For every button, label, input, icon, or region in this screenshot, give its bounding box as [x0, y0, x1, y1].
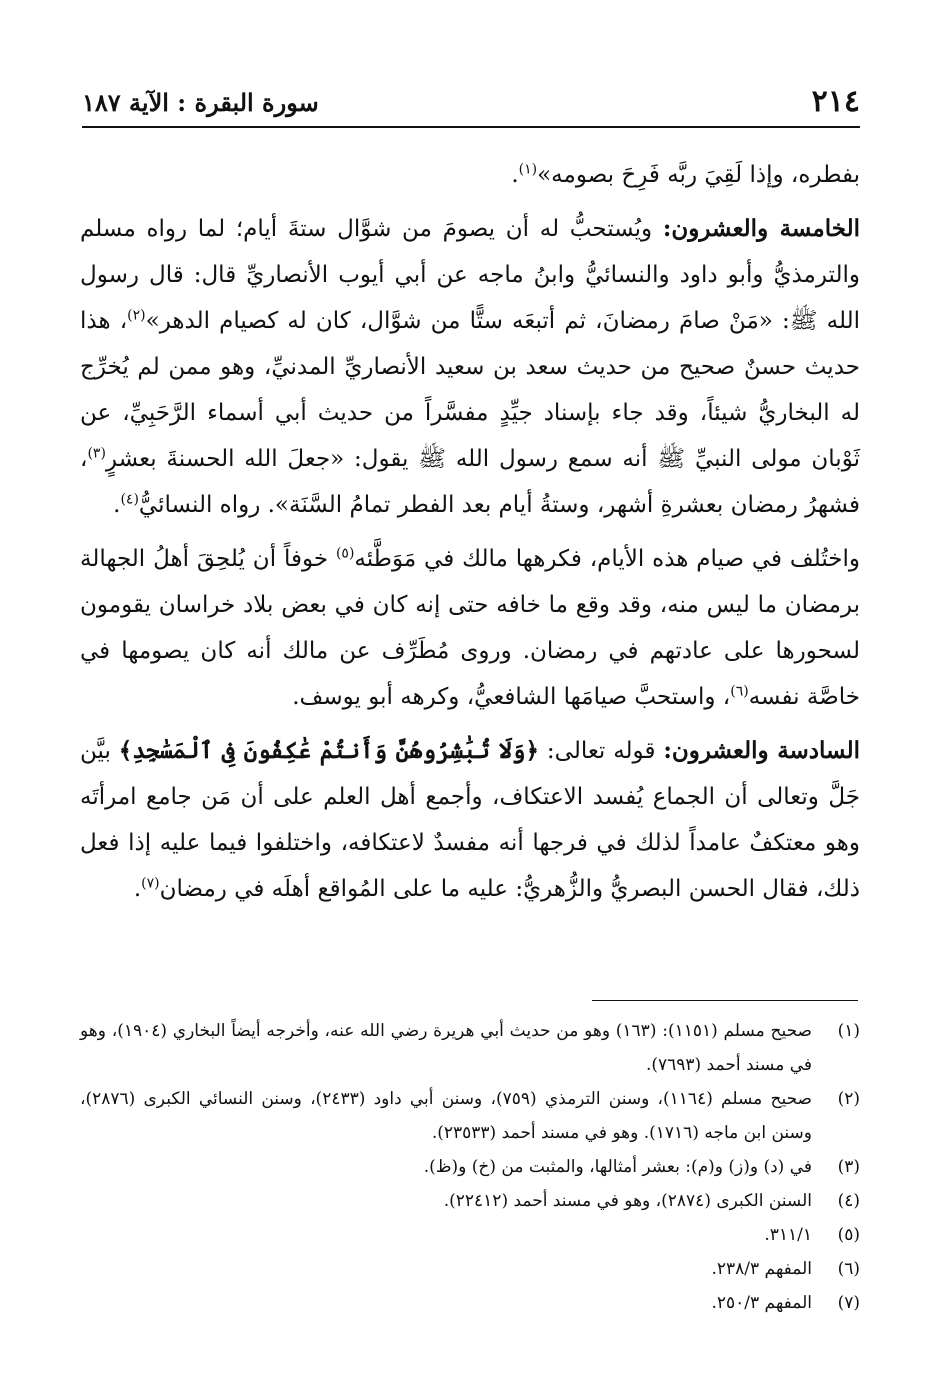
footnote: [80, 1286, 860, 1320]
footnote: [80, 1014, 860, 1082]
footnote-number: (٥): [837, 1225, 860, 1245]
section-heading: السادسة والعشرون:: [663, 737, 860, 764]
footnote-number: (٣): [837, 1157, 860, 1177]
footnote: [80, 1184, 860, 1218]
section-heading: الخامسة والعشرون:: [662, 215, 860, 242]
paragraph-text: ، فشهرُ رمضان بعشرةِ أشهر، وستةُ أيام بعد الفطر تمامُ السَّنَة». رواه النسائيُّ: [80, 446, 860, 518]
paragraph-text: ، واستحبَّ صيامَها الشافعيُّ، وكرهه أبو يوسف.: [292, 684, 731, 710]
footnote-text: صحيح مسلم (١١٦٤)، وسنن الترمذي (٧٥٩)، وسنن أبي داود (٢٤٣٣)، وسنن النسائي الكبرى (٢٨٧٦)، وسنن ابن ماجه (١٧١٦). وهو في مسند أحمد (٢٣٥٣٣).: [80, 1089, 812, 1143]
paragraph-3: [80, 536, 860, 720]
footnote-text: السنن الكبرى (٢٨٧٤)، وهو في مسند أحمد (٢٢٤١٢).: [443, 1191, 812, 1211]
page-header: [82, 80, 860, 128]
footnote: [80, 1082, 860, 1150]
footnote: [80, 1252, 860, 1286]
footnote-separator: [592, 1000, 858, 1001]
paragraph-text: .: [133, 876, 142, 902]
paragraph-2: [80, 206, 860, 528]
paragraph-text: خوفاً أن يُلحِقَ أهلُ الجهالة برمضان ما ليس منه، وقد وقع ما خافه حتى إنه كان في بعض بلاد خراسان يقومون لسحورها على عادتهم في رمضان. وروى مُطَرِّف عن مالك أنه كان يصومها في خاصَّة نفسه: [80, 546, 860, 710]
footnote-text: المفهم ٢٥٠/٣.: [711, 1293, 812, 1313]
paragraph-4: [80, 728, 860, 912]
footnote-ref: (٧): [141, 875, 160, 892]
footnote-text: المفهم ٢٣٨/٣.: [711, 1259, 812, 1279]
footnote-ref: (٢): [127, 307, 146, 324]
page-number: ٢١٤: [811, 84, 860, 119]
footnote-number: (٢): [837, 1089, 860, 1109]
footnote-ref: (٥): [335, 545, 355, 562]
paragraph-text: .: [113, 492, 121, 518]
footnote-ref: (٤): [120, 491, 139, 508]
footnote-ref: (٦): [730, 683, 749, 700]
footnote-number: (٧): [837, 1293, 860, 1313]
footnote: [80, 1150, 860, 1184]
quran-verse: ﴿وَلَا تُبَٰشِرُوهُنَّ وَأَنتُمْ عَٰكِفُونَ فِى ٱلْمَسَٰجِدِ﴾: [118, 737, 540, 764]
paragraph-text: ويُستحبُّ له أن يصومَ من شوَّال ستةَ أيام؛ لما رواه مسلم والترمذيُّ وأبو داود والنسائيُّ وابنُ ماجه عن أبي أيوب الأنصاريِّ قال: قال رسول الله ﷺ: «مَنْ صامَ رمضانَ، ثم أتبعَه ستًّا من شوَّال، كان له كصيام الدهر»: [80, 216, 860, 334]
footnote-ref: (١): [518, 161, 538, 178]
paragraph-text: واختُلف في صيام هذه الأيام، فكرهها مالك في مَوَطَّئه: [354, 546, 860, 572]
footnote: [80, 1218, 860, 1252]
main-text: [80, 152, 860, 920]
footnote-ref: (٣): [87, 445, 106, 462]
footnotes: [80, 1014, 860, 1320]
paragraph-text: ، هذا حديث حسنٌ صحيح من حديث سعد بن سعيد الأنصاريِّ المدنيِّ، وهو ممن لم يُخرِّج له البخاريُّ شيئاً، وقد جاء بإسناد جيِّدٍ مفسَّراً من حديث أبي أسماء الرَّحَبِيِّ، عن ثَوْبان مولى النبيِّ ﷺ أنه سمع رسول الله ﷺ يقول: «جعلَ الله الحسنةَ بعشرٍ: [80, 308, 860, 472]
footnote-number: (١): [837, 1021, 860, 1041]
paragraph-text: قوله تعالى:: [539, 738, 664, 764]
footnote-number: (٦): [837, 1259, 860, 1279]
footnote-text: ٣١١/١.: [764, 1225, 812, 1245]
paragraph-text: .: [511, 162, 519, 188]
footnote-number: (٤): [837, 1191, 860, 1211]
paragraph-text: بفطره، وإذا لَقِيَ ربَّه فَرِحَ بصومه»: [537, 162, 860, 188]
footnote-text: في (د) و(ز) و(م): بعشر أمثالها، والمثبت من (خ) و(ظ).: [423, 1157, 812, 1177]
footnote-text: صحيح مسلم (١١٥١): (١٦٣) وهو من حديث أبي هريرة رضي الله عنه، وأخرجه أيضاً البخاري (١٩٠٤)، وهو في مسند أحمد (٧٦٩٣).: [80, 1021, 812, 1075]
running-title: سورة البقرة : الآية ١٨٧: [82, 88, 319, 117]
paragraph-1: [80, 152, 860, 198]
paragraph-text: بيَّن جَلَّ وتعالى أن الجماع يُفسد الاعتكاف، وأجمع أهل العلم على أن مَن جامع امرأتَه وهو معتكفٌ عامداً لذلك في فرجها أنه مفسدٌ لاعتكافه، واختلفوا فيما عليه إذا فعل ذلك، فقال الحسن البصريُّ والزُّهريُّ: عليه ما على المُواقع أهلَه في رمضان: [80, 738, 860, 902]
